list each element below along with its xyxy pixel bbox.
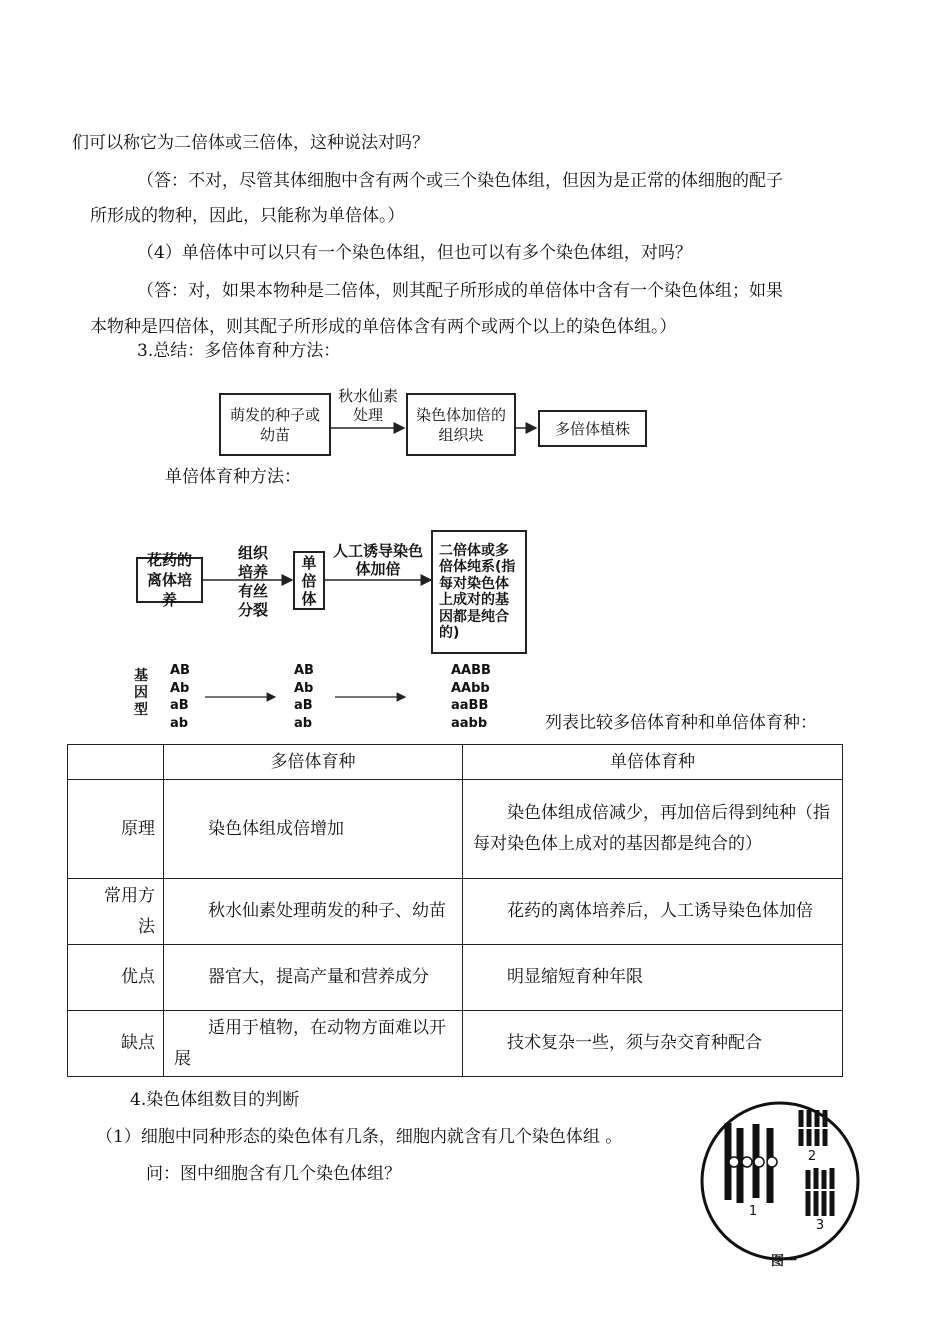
table-cell: 适用于植物，在动物方面难以开展 [164, 1011, 463, 1077]
flow-box-label: 萌发的种子或幼苗 [229, 405, 320, 444]
table-cell: 花药的离体培养后，人工诱导染色体加倍 [463, 879, 843, 945]
chromosome-cell-figure [700, 1098, 860, 1273]
table-intro: 列表比较多倍体育种和单倍体育种： [545, 713, 817, 733]
section-heading: 3.总结：多倍体育种方法： [137, 341, 341, 361]
question-4: （4）单倍体中可以只有一个染色体组，但也可以有多个染色体组，对吗？ [137, 243, 692, 263]
genotype: aB [294, 698, 313, 713]
flow-box-pure-line [431, 530, 527, 654]
arrow-label-tissue-culture: 组织培养 [237, 544, 268, 581]
flow-box-haploid [293, 551, 325, 610]
chromosome-group-2 [798, 1110, 828, 1146]
row-label [68, 879, 164, 945]
genotype: ab [294, 715, 313, 731]
row-label: 优点 [68, 945, 164, 1011]
table-header-row [68, 745, 843, 780]
answer-text: （答：对，如果本物种是二倍体，则其配子所形成的单倍体中含有一个染色体组；如果 [137, 281, 783, 301]
genotype: ab [170, 715, 189, 731]
flow-box-label: 多倍体植株 [554, 419, 630, 438]
table-cell: 器官大，提高产量和营养成分 [164, 945, 463, 1011]
table-cell: 秋水仙素处理萌发的种子、幼苗 [164, 879, 463, 945]
arrow-label-colchicine: 秋水仙素处理 [337, 387, 398, 424]
table-row [68, 780, 843, 879]
table-header-cell: 多倍体育种 [164, 745, 463, 780]
genotype: AB [170, 663, 190, 678]
flow-box-label: 花药的离体培养 [146, 551, 192, 609]
genotype-label: 基因型 [134, 668, 148, 718]
genotype-column-1 [170, 662, 190, 732]
genotype: Ab [170, 680, 190, 696]
genotype: aaBB [451, 698, 489, 713]
paragraph-text: 们可以称它为二倍体或三倍体，这种说法对吗？ [72, 133, 429, 153]
genotype: aabb [451, 715, 488, 731]
table-cell: 染色体组成倍增加 [164, 780, 463, 879]
table-row [68, 879, 843, 945]
figure-caption: 图一 [770, 1254, 797, 1269]
row-label: 缺点 [68, 1011, 164, 1077]
genotype: AABB [451, 663, 491, 678]
answer-text-cont: 本物种是四倍体，则其配子所形成的单倍体含有两个或两个以上的染色体组。） [90, 317, 677, 337]
figure-label-3: 3 [815, 1218, 825, 1233]
row-label-text: 常用方法 [104, 885, 155, 937]
genotype: AB [294, 663, 314, 678]
comparison-table [67, 744, 843, 1077]
flow-box-anther [136, 551, 203, 609]
rule-text: （1）细胞中同种形态的染色体有几条，细胞内就含有几个染色体组 。 [96, 1127, 623, 1147]
answer-text: （答：不对，尽管其体细胞中含有两个或三个染色体组，但因为是正常的体细胞的配子 [137, 171, 783, 191]
answer-text-cont: 所形成的物种，因此，只能称为单倍体。） [90, 206, 405, 226]
figure-label-2: 2 [807, 1149, 817, 1164]
table-row [68, 1011, 843, 1077]
table-header-cell [68, 745, 164, 780]
table-cell: 染色体组成倍减少，再加倍后得到纯种（指每对染色体上成对的基因都是纯合的） [463, 780, 843, 879]
figure-label-1: 1 [748, 1204, 758, 1219]
section-heading: 单倍体育种方法： [165, 467, 301, 487]
flow-box-label: 二倍体或多倍体纯系(指每对染色体上成对的基因都是纯合的) [439, 542, 516, 641]
table-cell: 明显缩短育种年限 [463, 945, 843, 1011]
genotype-column-3 [451, 662, 491, 732]
table-header-cell: 单倍体育种 [463, 745, 843, 780]
arrow-label-induce: 人工诱导染色体加倍 [332, 542, 423, 578]
question-text: 问：图中细胞含有几个染色体组？ [146, 1164, 401, 1184]
table-row [68, 945, 843, 1011]
row-label: 原理 [68, 780, 164, 879]
table-cell: 技术复杂一些，须与杂交育种配合 [463, 1011, 843, 1077]
chromosome-group-3 [805, 1168, 835, 1216]
flow-box-label: 单倍体 [301, 553, 317, 608]
genotype: aB [170, 698, 189, 713]
genotype: Ab [294, 680, 314, 696]
arrow-label-mitosis: 有丝分裂 [237, 582, 268, 619]
genotype: AAbb [451, 680, 490, 696]
section-heading: 4.染色体组数目的判断 [130, 1090, 300, 1110]
flow-box-label: 染色体加倍的组织块 [416, 405, 507, 444]
genotype-column-2 [294, 662, 314, 732]
chromosome-group-1 [728, 1123, 777, 1203]
